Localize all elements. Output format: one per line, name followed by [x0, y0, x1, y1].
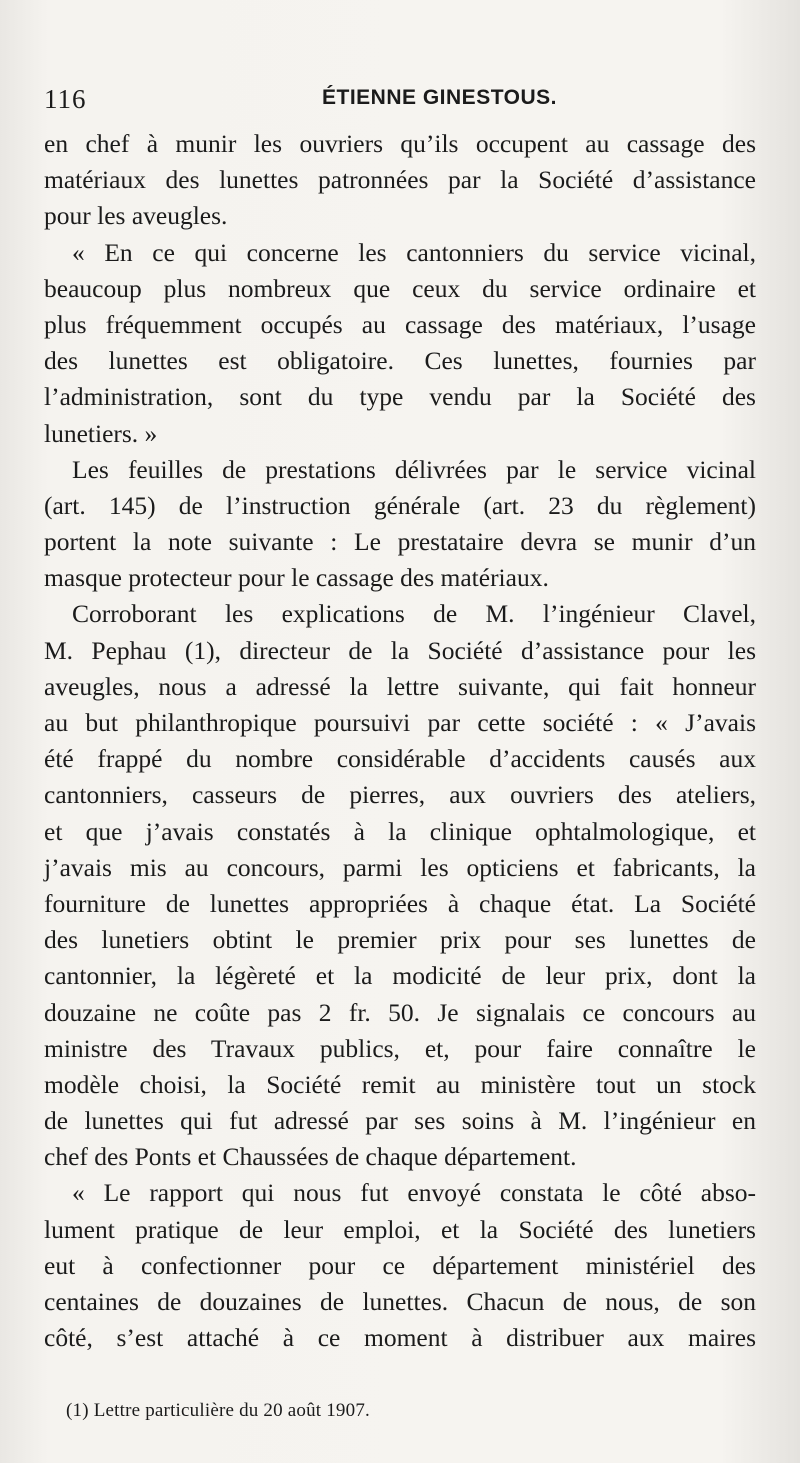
text-line: fourniture de lunettes appropriées à chaque état. La Société — [44, 888, 756, 918]
body-text — [44, 126, 756, 1356]
text-line: aveugles, nous a adressé la lettre suivante, qui fait honneur — [44, 671, 756, 701]
text-line: cantonnier, la légèreté et la modicité de leur prix, dont la — [44, 961, 756, 991]
text-line: douzaine ne coûte pas 2 fr. 50. Je signalais ce concours au — [44, 997, 756, 1027]
text-line: ministre des Travaux publics, et, pour faire connaître le — [44, 1033, 756, 1063]
text-line: lunetiers. » — [44, 418, 158, 448]
text-line: chef des Ponts et Chaussées de chaque département. — [44, 1142, 577, 1172]
text-line: lument pratique de leur emploi, et la Société des lunetiers — [44, 1214, 756, 1244]
text-line: au but philanthropique poursuivi par cette société : « J’avais — [44, 708, 756, 737]
text-line: côté, s’est attaché à ce moment à distribuer aux maires — [44, 1323, 756, 1353]
text-line: été frappé du nombre considérable d’accidents causés aux — [44, 744, 756, 774]
text-line: des lunetiers obtint le premier prix pour ses lunettes de — [44, 925, 756, 955]
text-line: modèle choisi, la Société remit au ministère tout un stock — [44, 1069, 756, 1099]
text-line: beaucoup plus nombreux que ceux du service ordinaire et — [44, 273, 756, 303]
page-number: 116 — [44, 84, 87, 114]
text-line: l’administration, sont du type vendu par la Société des — [44, 382, 756, 412]
running-title: ÉTIENNE GINESTOUS. — [322, 86, 557, 109]
text-line: et que j’avais constatés à la clinique ophtalmologique, et — [44, 816, 756, 846]
text-line: en chef à munir les ouvriers qu’ils occupent au cassage des — [44, 129, 756, 158]
text-line: eut à confectionner pour ce département ministériel des — [44, 1250, 756, 1280]
text-line: plus fréquemment occupés au cassage des matériaux, l’usage — [44, 309, 756, 339]
text-line: « Le rapport qui nous fut envoyé constata le côté abso- — [72, 1178, 756, 1208]
text-line: centaines de douzaines de lunettes. Chacun de nous, de son — [44, 1287, 756, 1316]
text-line: portent la note suivante : Le prestataire devra se munir d’un — [44, 527, 756, 557]
page-header — [44, 84, 756, 120]
text-line: de lunettes qui fut adressé par ses soins à M. l’ingénieur en — [44, 1106, 756, 1136]
text-line: cantonniers, casseurs de pierres, aux ouvriers des ateliers, — [44, 780, 756, 810]
text-line: masque protecteur pour le cassage des matériaux. — [44, 563, 549, 593]
text-line: pour les aveugles. — [44, 201, 228, 231]
text-line: Les feuilles de prestations délivrées par le service vicinal — [72, 454, 756, 484]
text-line: matériaux des lunettes patronnées par la Société d’assistance — [44, 165, 756, 195]
footnote: (1) Lettre particulière du 20 août 1907. — [66, 1400, 370, 1421]
text-line: j’avais mis au concours, parmi les opticiens et fabricants, la — [44, 852, 756, 882]
text-line: M. Pephau (1), directeur de la Société d’assistance pour les — [44, 635, 756, 665]
text-line: (art. 145) de l’instruction générale (art. 23 du règlement) — [44, 490, 756, 520]
text-line: « En ce qui concerne les cantonniers du service vicinal, — [72, 237, 756, 267]
text-line: Corroborant les explications de M. l’ingénieur Clavel, — [72, 599, 756, 629]
text-line: des lunettes est obligatoire. Ces lunettes, fournies par — [44, 346, 756, 376]
